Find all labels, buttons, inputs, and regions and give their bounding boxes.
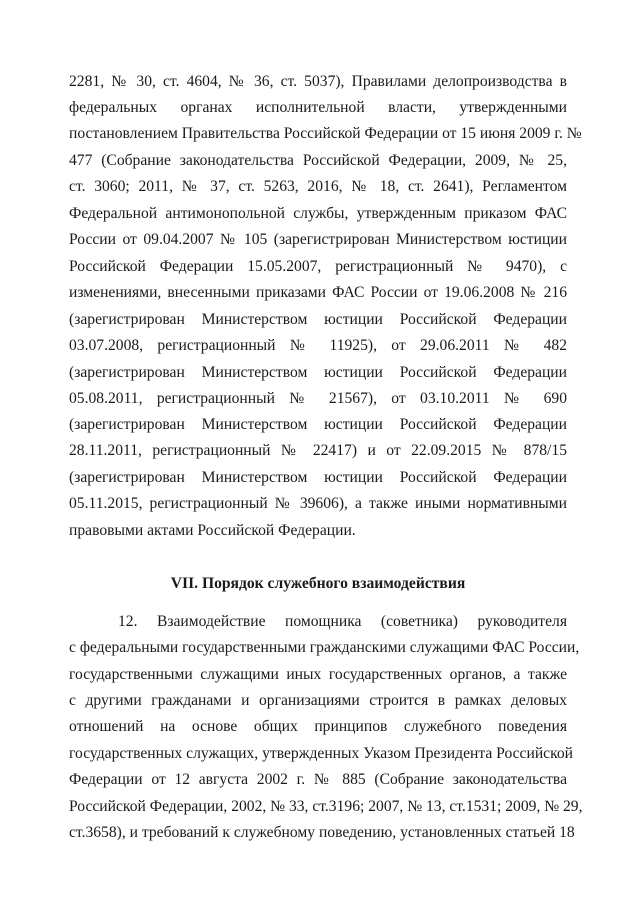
text-line: (зарегистрирован Министерством юстиции Российской Федерации xyxy=(69,416,567,433)
text-line: (зарегистрирован Министерством юстиции Российской Федерации xyxy=(69,364,567,381)
text-line: с федеральными государственными гражданскими служащими ФАС России, xyxy=(69,639,580,656)
text-line: 477 (Собрание законодательства Российской Федерации, 2009, № 25, xyxy=(69,152,567,169)
text-line: (зарегистрирован Министерством юстиции Российской Федерации xyxy=(69,469,567,486)
text-line: правовыми актами Российской Федерации. xyxy=(69,522,356,539)
text-line: постановлением Правительства Российской Федерации от 15 июня 2009 г. № xyxy=(69,125,582,142)
text-line: 28.11.2011, регистрационный № 22417) и от 22.09.2015 № 878/15 xyxy=(69,442,567,459)
text-line: 03.07.2008, регистрационный № 11925), от 29.06.2011 № 482 xyxy=(69,337,567,354)
text-line: 05.11.2015, регистрационный № 39606), а также иными нормативными xyxy=(69,495,567,512)
section-heading: VII. Порядок служебного взаимодействия xyxy=(170,575,466,592)
text-line: России от 09.04.2007 № 105 (зарегистрирован Министерством юстиции xyxy=(69,231,567,248)
text-line: 12. Взаимодействие помощника (советника) руководителя xyxy=(118,613,567,630)
text-line: государственными служащими иных государственных органов, а также xyxy=(69,666,567,683)
text-line: 05.08.2011, регистрационный № 21567), от 03.10.2011 № 690 xyxy=(69,390,567,407)
text-line: Федеральной антимонопольной службы, утвержденным приказом ФАС xyxy=(69,205,567,222)
text-line: (зарегистрирован Министерством юстиции Российской Федерации xyxy=(69,311,567,328)
text-line: 2281, № 30, ст. 4604, № 36, ст. 5037), Правилами делопроизводства в xyxy=(69,73,567,90)
text-line: отношений на основе общих принципов служебного поведения xyxy=(69,718,567,735)
text-line: Федерации от 12 августа 2002 г. № 885 (Собрание законодательства xyxy=(69,771,567,788)
text-line: федеральных органах исполнительной власти, утвержденными xyxy=(69,99,567,116)
text-line: Российской Федерации 15.05.2007, регистрационный № 9470), с xyxy=(69,258,567,275)
text-line: Российской Федерации, 2002, № 33, ст.3196; 2007, № 13, ст.1531; 2009, № 29, xyxy=(69,798,583,815)
text-line: изменениями, внесенными приказами ФАС России от 19.06.2008 № 216 xyxy=(69,284,567,301)
text-line: с другими гражданами и организациями строится в рамках деловых xyxy=(69,692,567,709)
text-line: ст. 3060; 2011, № 37, ст. 5263, 2016, № 18, ст. 2641), Регламентом xyxy=(69,178,567,195)
text-line: государственных служащих, утвержденных Указом Президента Российской xyxy=(69,745,574,762)
text-line: ст.3658), и требований к служебному поведению, установленных статьей 18 xyxy=(69,824,575,841)
